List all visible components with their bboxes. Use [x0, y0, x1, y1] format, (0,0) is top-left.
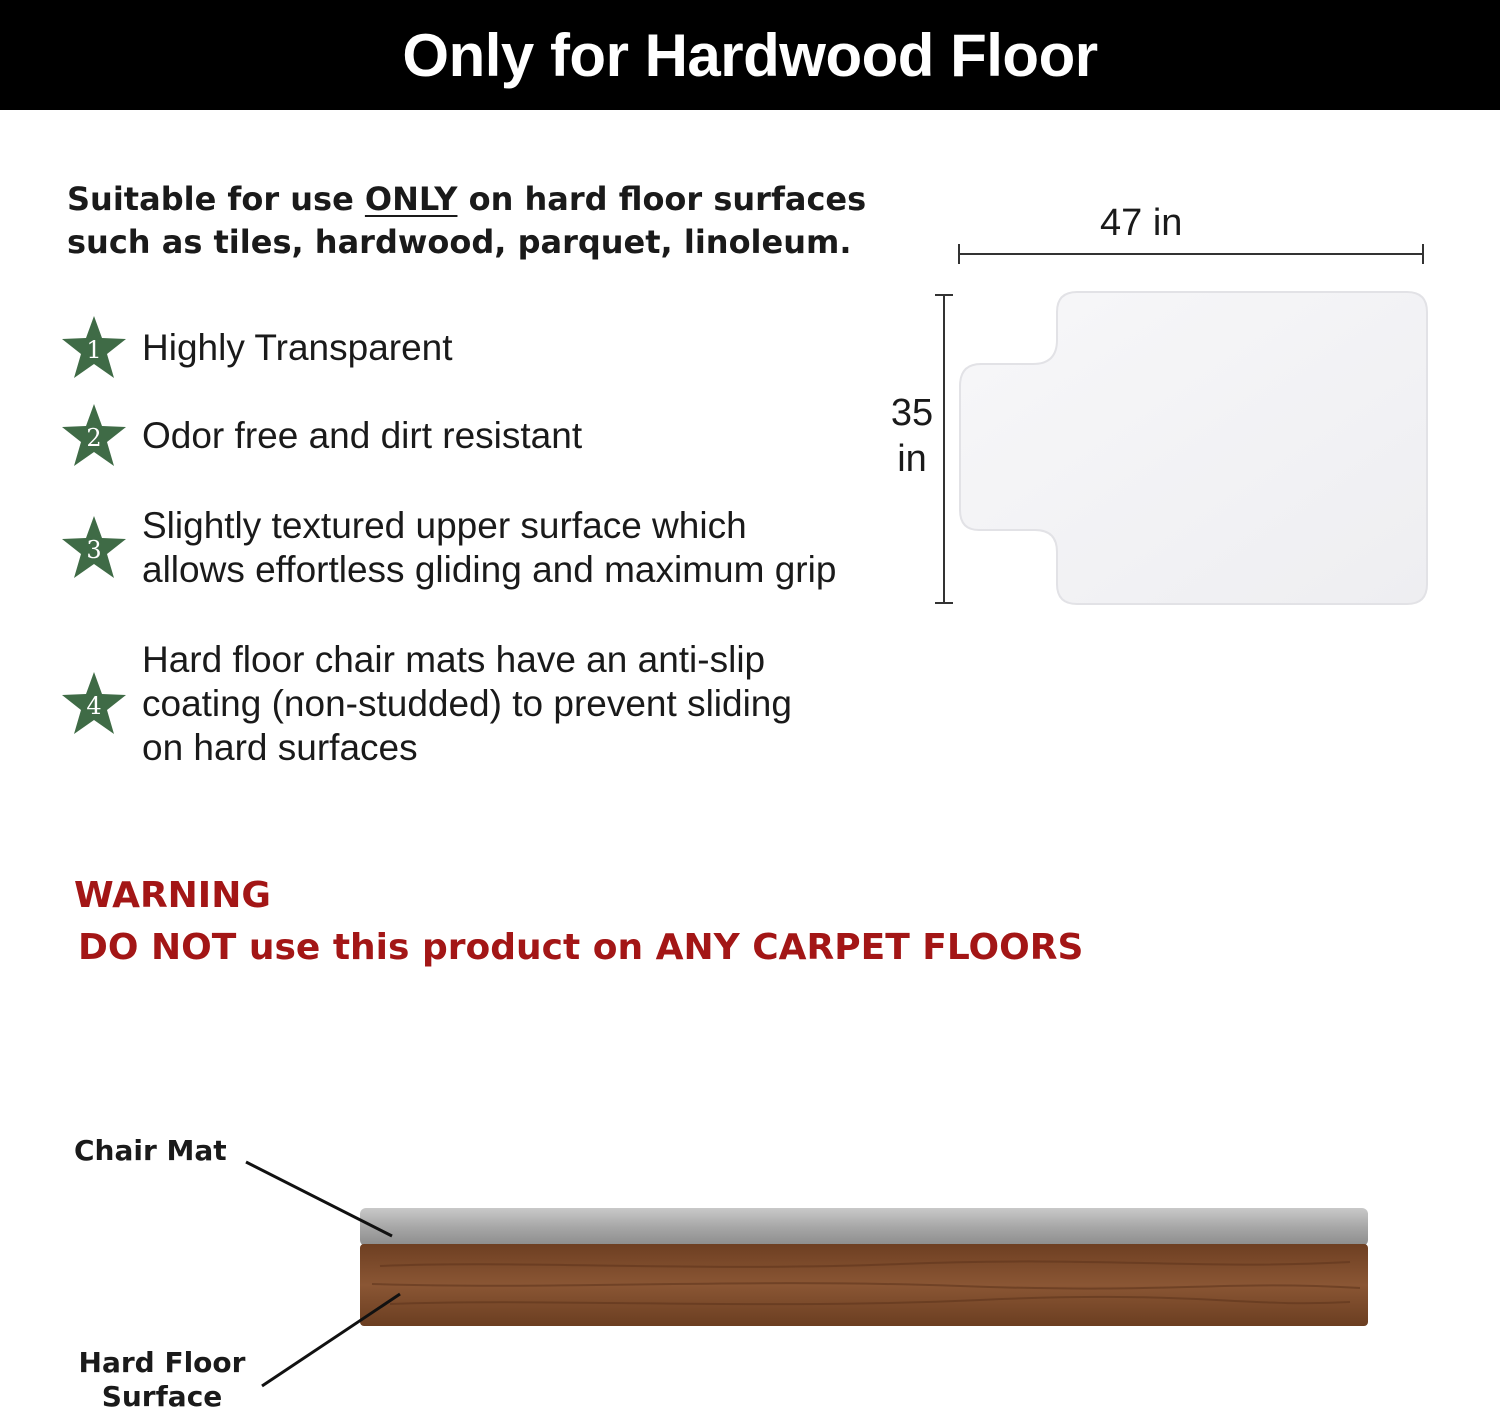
intro-line-1-end: on hard floor surfaces	[468, 180, 867, 218]
feature-item-4	[60, 638, 792, 770]
feature-text-line: Hard floor chair mats have an anti-slip	[142, 639, 766, 680]
chair-mat-image	[955, 288, 1435, 615]
feature-number: 3	[86, 536, 102, 564]
height-value: 35	[890, 392, 934, 434]
hard-floor-label-line-2: Surface	[101, 1380, 223, 1413]
star-number-badge-icon	[60, 670, 128, 738]
intro-line-1-start: Suitable for use	[67, 180, 354, 218]
intro-emphasis: ONLY	[364, 180, 458, 218]
feature-number: 4	[86, 692, 102, 720]
width-dimension-line	[958, 240, 1426, 264]
feature-item-3	[60, 504, 836, 592]
header-banner	[0, 0, 1500, 110]
intro-line-1	[67, 178, 867, 221]
page-title: Only for Hardwood Floor	[402, 21, 1098, 89]
chair-mat-label: Chair Mat	[74, 1134, 227, 1167]
feature-text-line: allows effortless gliding and maximum grip	[142, 549, 837, 590]
feature-text-line: Slightly textured upper surface which	[142, 505, 747, 546]
feature-text-line: on hard surfaces	[142, 727, 418, 768]
feature-text	[142, 638, 792, 770]
star-number-badge-icon	[60, 314, 128, 382]
intro-text	[67, 178, 867, 264]
warning-text: DO NOT use this product on ANY CARPET FLOORS	[78, 927, 1084, 968]
warning-title: WARNING	[74, 875, 271, 916]
feature-item-1	[60, 314, 453, 382]
feature-number: 2	[86, 424, 102, 452]
warning-block	[74, 870, 1083, 974]
feature-text	[142, 504, 836, 592]
height-unit: in	[897, 438, 927, 480]
width-dimension-label: 47 in	[1100, 202, 1183, 244]
hard-floor-pointer	[262, 1294, 400, 1386]
star-number-badge-icon	[60, 402, 128, 470]
layer-diagram	[0, 1100, 1500, 1416]
star-number-badge-icon	[60, 514, 128, 582]
feature-text: Odor free and dirt resistant	[142, 415, 583, 456]
feature-number: 1	[86, 336, 102, 364]
height-dimension-line	[932, 294, 956, 604]
chair-mat-pointer	[246, 1162, 392, 1236]
layer-illustration	[0, 1100, 1500, 1416]
feature-text: Highly Transparent	[142, 327, 453, 368]
feature-text-line: coating (non-studded) to prevent sliding	[142, 683, 792, 724]
chair-mat-layer	[360, 1208, 1368, 1246]
hard-floor-label-line-1: Hard Floor	[78, 1346, 246, 1379]
intro-line-2: such as tiles, hardwood, parquet, linoleum.	[67, 223, 852, 261]
feature-item-2	[60, 402, 582, 470]
